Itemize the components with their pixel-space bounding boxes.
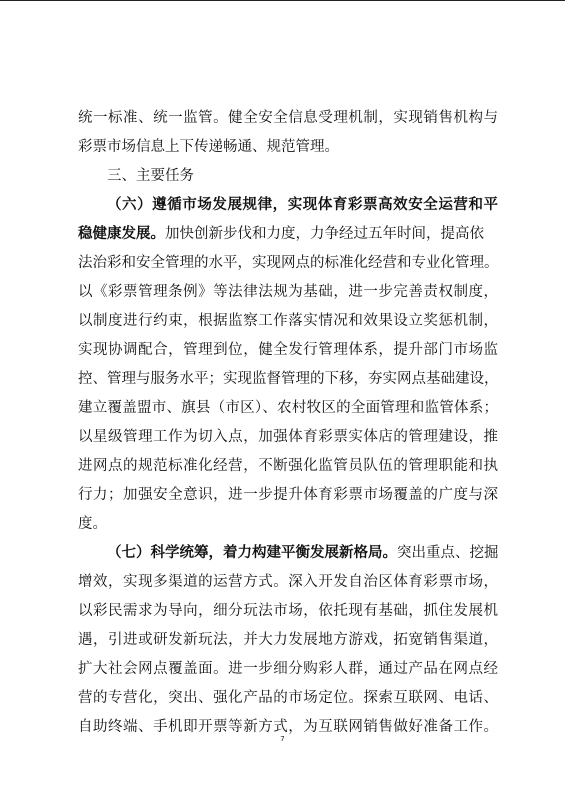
para7-line-4: 遇，引进或研发新玩法，并大力发展地方游戏，拓宽销售渠道， [78, 632, 498, 648]
para7-heading-line [107, 542, 498, 564]
para6-line-6: 控、管理与服务水平；实现监督管理的下移，夯实网点基础建设， [78, 371, 499, 387]
para7-heading: （七）科学统筹，着力构建平衡发展新格局。 [107, 544, 397, 561]
page-number: 7 [280, 735, 285, 743]
section-heading: 三、主要任务 [107, 168, 194, 184]
para6-line-10: 行力；加强安全意识，进一步提升体育彩票市场覆盖的广度与深 [78, 487, 498, 503]
para7-first-line-rest: 突出重点、挖掘 [397, 545, 499, 561]
para6-heading [107, 194, 498, 216]
para6-line-5: 实现协调配合，管理到位，健全发行管理体系，提升部门市场监 [78, 342, 498, 358]
para6-first-line-rest: 加快创新步伐和力度，力争经过五年时间，提高依 [165, 226, 484, 242]
para6-line-1 [78, 223, 484, 245]
para7-line-5: 扩大社会网点覆盖面。进一步细分购彩人群，通过产品在网点经 [78, 661, 498, 677]
para6-line-9: 进网点的规范标准化经营，不断强化监管员队伍的管理职能和执 [78, 458, 498, 474]
para7-line-6: 营的专营化，突出、强化产品的市场定位。探索互联网、电话、 [78, 690, 498, 706]
para7-line-2: 增效，实现多渠道的运营方式。深入开发自治区体育彩票市场， [78, 574, 498, 590]
para7-line-7: 自助终端、手机即开票等新方式，为互联网销售做好准备工作。 [78, 719, 498, 735]
para6-line-3: 以《彩票管理条例》等法律法规为基础，进一步完善责权制度， [78, 284, 498, 300]
top-border-line [0, 0, 565, 1]
para6-line-7: 建立覆盖盟市、旗县（市区）、农村牧区的全面管理和监管体系； [78, 400, 498, 416]
para6-heading-cont: 稳健康发展。 [78, 225, 165, 242]
para7-line-3: 以彩民需求为导向，细分玩法市场，依托现有基础，抓住发展机 [78, 603, 498, 619]
continuation-line-2: 彩票市场信息上下传递畅通、规范管理。 [78, 139, 339, 155]
para6-line-4: 以制度进行约束，根据监察工作落实情况和效果设立奖惩机制， [78, 313, 498, 329]
para6-line-11: 度。 [78, 516, 107, 532]
para6-heading-text: （六）遵循市场发展规律，实现体育彩票高效安全运营和平 [107, 196, 498, 213]
continuation-line-1: 统一标准、统一监管。健全安全信息受理机制，实现销售机构与 [78, 110, 498, 126]
para6-line-2: 法治彩和安全管理的水平，实现网点的标准化经营和专业化管理。 [78, 255, 499, 271]
para6-line-8: 以星级管理工作为切入点，加强体育彩票实体店的管理建设，推 [78, 429, 498, 445]
